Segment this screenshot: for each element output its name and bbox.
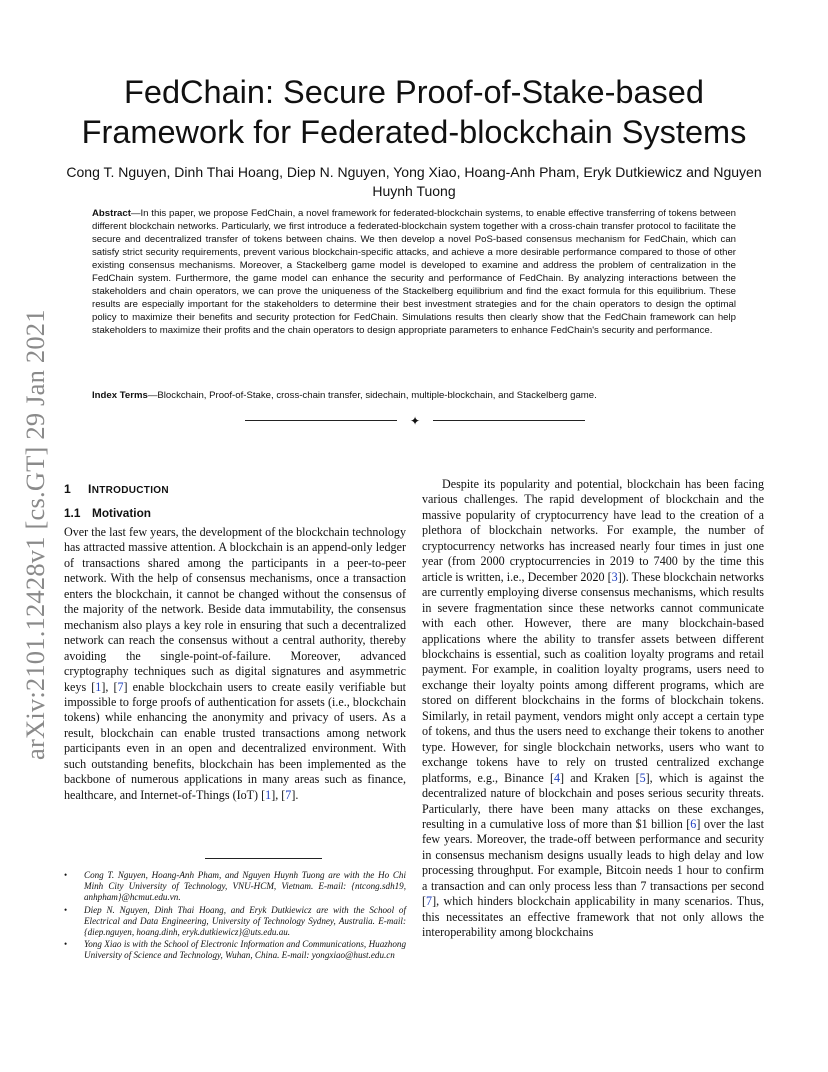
text-span: ] and Kraken [	[560, 770, 640, 785]
footnote-item	[64, 939, 406, 961]
section-heading	[64, 481, 406, 499]
citation-link[interactable]: 5	[639, 770, 646, 785]
author-list: Cong T. Nguyen, Dinh Thai Hoang, Diep N. Nguyen, Yong Xiao, Hoang-Anh Pham, Eryk Dutkiewicz and Nguyen Huynh Tuong	[66, 164, 762, 199]
footnote-text: Yong Xiao is with the School of Electronic Information and Communications, Huazhong University of Science and Technology, Wuhan, China. E-mail: yongxiao@hust.edu.cn	[84, 939, 406, 961]
bullet-icon: •	[64, 870, 68, 880]
section-title-rest: NTRODUCTION	[91, 485, 169, 496]
bullet-icon: •	[64, 904, 68, 915]
abstract-text: —In this paper, we propose FedChain, a novel framework for federated-blockchain systems, to enable effective transferring of tokens between different blockchain networks. Particularly, we first introduce a federated-blockchain system together with a cross-chain transfer protocol to facilitate the secure and decentralized transfer of tokens between chains. We then develop a novel PoS-based consensus mechanism for FedChain, which can satisfy strict security requirements, prevent various blockchain-specific attacks, and achieve a more desirable performance compared to those of other existing consensus mechanisms. Moreover, a Stackelberg game model is developed to examine and address the problem of centralization in the FedChain system. Furthermore, the game model can enhance the security and performance of FedChain. By analyzing interactions between the stakeholders and chain operators, we can prove the uniqueness of the Stackelberg equilibrium and find the exact formula for this equilibrium. These results are especially important for the stakeholders to determine their best investment strategies and for the chain operators to design the optimal policy to maximize their benefits and security protection for FedChain. Simulations results then clearly show that the FedChain framework can help stakeholders to maximize their profits and the chain operators to design appropriate parameters to enhance FedChain's security and performance.	[92, 208, 736, 336]
section-number: 1	[64, 482, 72, 496]
body-paragraph	[422, 477, 764, 941]
paper-title	[0, 72, 828, 152]
citation-link[interactable]: 3	[611, 569, 618, 584]
index-terms	[92, 389, 736, 402]
abstract	[92, 207, 736, 337]
citation-link[interactable]: 7	[117, 679, 124, 694]
text-span: Despite its popularity and potential, blockchain has been facing various challenges. The rapid development of blockchain and the massive popularity of cryptocurrency have lead to the creation of a plethora of blockchain networks. For example, the number of cryptocurrency networks has increased nearly four times in just one year (from 2000 cryptocurrencies in 2019 to 7400 by the time this article is written, i.e., December 2020 [	[422, 477, 764, 584]
text-span: ].	[291, 787, 299, 802]
footnotes	[64, 870, 406, 963]
index-terms-label: Index Terms	[92, 390, 148, 401]
subsection-number: 1.1	[64, 506, 81, 520]
text-span: ], [	[101, 679, 118, 694]
text-span: ], which is against the decentralized nature of blockchain and poses serious security threats. Particularly, there have been many attacks on these exchanges, resulting in a cumulative loss of more than $1 billion [	[422, 770, 764, 831]
arxiv-stamp: arXiv:2101.12428v1 [cs.GT] 29 Jan 2021	[20, 309, 50, 760]
footnote-item	[64, 905, 406, 939]
footnote-rule	[205, 858, 322, 859]
footnote-text: Diep N. Nguyen, Dinh Thai Hoang, and Eryk Dutkiewicz are with the School of Electrical and Data Engineering, University of Technology Sydney, Australia. E-mail: {diep.nguyen, hoang.dinh, eryk.dutkiewicz}@uts.edu.au.	[84, 904, 406, 938]
right-column	[422, 477, 764, 941]
text-span: ]). These blockchain networks are currently employing diverse consensus mechanisms, which results in severe fragmentation since these networks cannot communicate with each other. However, there are many blockchain-based applications where the ability to transfer assets between different blockchains is essential, such as coalition loyalty programs and retail payment. For example, in coalition loyalty programs, users need to exchange their loyalty points among different programs, which are stored on different blockchains in the forms of blockchain tokens. Similarly, in retail payment, vendors might only accept a certain type of tokens, and thus the users need to exchange their tokens to another type. However, for single blockchain networks, users who want to exchange tokens have to rely on trusted centralized exchange platforms, e.g., Binance [	[422, 569, 765, 785]
citation-link[interactable]: 1	[265, 787, 272, 802]
citation-link[interactable]: 6	[690, 816, 697, 831]
title-line-1: FedChain: Secure Proof-of-Stake-based	[124, 74, 704, 110]
citation-link[interactable]: 7	[426, 894, 433, 909]
text-span: ] enable blockchain users to create easily verifiable but impossible to forge proofs of authentication for assets (i.e., blockchain tokens) while enhancing the anonymity and privacy of users. As a result, blockchain can enable trusted transactions among network participants even in an open and decentralized environment. With such outstanding benefits, blockchain has been implemented as the backbone of numerous applications in many areas such as finance, healthcare, and Internet-of-Things (IoT) [	[64, 679, 406, 802]
abstract-label: Abstract	[92, 208, 131, 219]
citation-link[interactable]: 4	[553, 770, 561, 785]
text-span: ], [	[271, 787, 286, 802]
text-span: ], which hinders blockchain applicability in many scenarios. Thus, this necessitates an effective framework that not only allows the interoperability among blockchains	[422, 894, 764, 940]
divider-line-right	[433, 420, 585, 421]
divider-diamond-icon: ✦	[409, 414, 421, 428]
body-paragraph	[64, 525, 406, 803]
text-span: Over the last few years, the development of the blockchain technology has attracted massive attention. A blockchain is an append-only ledger of transactions shared among the participants in a peer-to-peer network. With the help of consensus mechanisms, once a transaction enters the blockchain, it cannot be changed without the consensus of the majority of the network. Beside data immutability, the consensus mechanism also plays a key role in ensuring that such a decentralized network can reach the consensus without a central authority, thereby avoiding the single-point-of-failure. Moreover, advanced cryptography techniques such as digital signatures and asymmetric keys [	[64, 525, 406, 694]
divider-line-left	[245, 420, 397, 421]
subsection-heading	[64, 505, 406, 521]
citation-link[interactable]: 7	[285, 787, 292, 802]
citation-link[interactable]: 1	[95, 679, 102, 694]
subsection-title: Motivation	[92, 506, 151, 520]
footnote-text: Cong T. Nguyen, Hoang-Anh Pham, and Nguyen Huynh Tuong are with the Ho Chi Minh City University of Technology, VNU-HCM, Vietnam. E-mail: {ntcong.sdh19, anhpham}@hcmut.edu.vn.	[84, 870, 406, 903]
text-span: ] over the last few years. Moreover, the trade-off between performance and security in consensus mechanism designs usually leads to high delay and low processing throughput. For example, Bitcoin needs 1 hour to confirm a transaction and can only process less than 7 transactions per second [	[422, 816, 764, 909]
bullet-icon: •	[64, 939, 68, 950]
title-line-2: Framework for Federated-blockchain Systems	[81, 114, 747, 150]
index-terms-text: —Blockchain, Proof-of-Stake, cross-chain transfer, sidechain, multiple-blockchain, and Stackelberg game.	[147, 390, 597, 401]
footnote-item	[64, 870, 406, 904]
left-column	[64, 478, 406, 803]
section-title-first: I	[88, 482, 92, 496]
section-divider	[245, 414, 585, 428]
